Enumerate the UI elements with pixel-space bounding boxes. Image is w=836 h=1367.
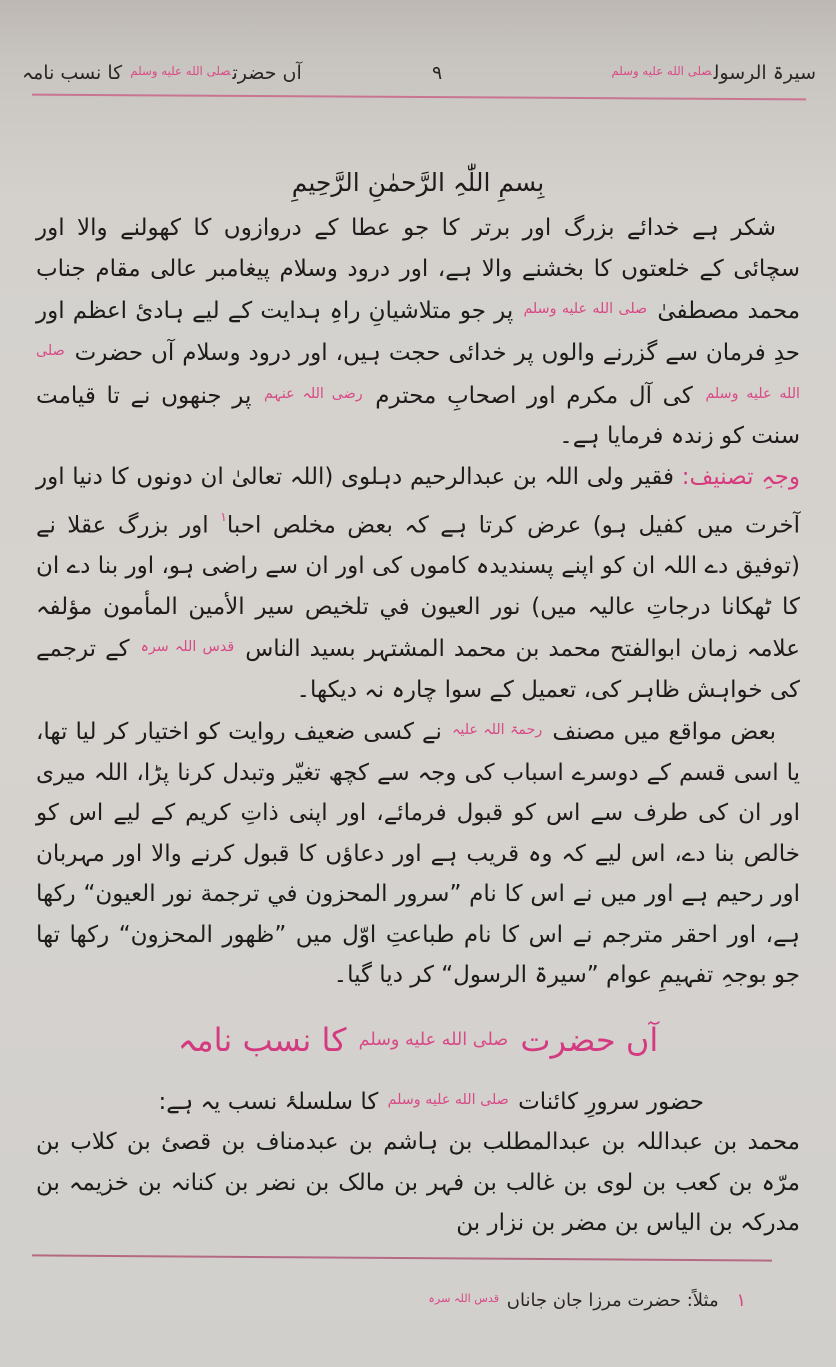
bismillah-heading: بِسمِ اللّٰہِ الرَّحمٰنِ الرَّحِیمِ: [291, 168, 545, 197]
section-heading-text: آں حضرت: [520, 1020, 659, 1059]
paragraph-praise: [36, 208, 800, 457]
text-span: کی آل مکرم اور اصحابِ محترم: [375, 382, 693, 409]
lineage-text: محمد بن عبداللہ بن عبدالمطلب بن ہاشم بن عبدمناف بن قصیٔ بن کلاب بن مرّہ بن کعب بن لوی بن غالب بن فہر بن مالک بن نضر بن کنانہ بن خزیمہ بن مدرکہ بن الیاس بن مضر بن نزار بن: [36, 1129, 800, 1237]
paragraph-translator-note: [36, 710, 800, 995]
honorific-glyph-icon: صلى الله عليه وسلم: [387, 1091, 509, 1108]
chapter-title-text: آں حضرت: [232, 62, 302, 84]
section-heading-lineage: [36, 1010, 800, 1070]
footnote-marker: ۱: [736, 1290, 746, 1311]
honorific-glyph-icon: صلى الله عليه وسلم: [36, 343, 801, 402]
book-title: [609, 62, 816, 84]
honorific-glyph-icon: قدس اللہ سرہ: [428, 1292, 500, 1306]
book-title-text: سیرۃ الرسول: [713, 62, 816, 84]
text-span: اور بزرگ عقلا نے (توفیق دے اللہ ان کو اپنے پسندیدہ کاموں کی اور ان سے راضی ہو، اور بنا دے ان کا ٹھکانا درجاتِ عالیہ میں) نور العیون في تلخیص سیر الأمین المأمون مؤلفہ علامہ زمان ابوالفتح محمد بن محمد المشتہر بسید الناس: [36, 512, 801, 663]
text-span: پر جنھوں نے تا قیامت سنت کو زندہ فرمایا ہے۔: [36, 382, 800, 450]
paragraph-reason-of-writing: [36, 457, 800, 710]
honorific-glyph-icon: صلى الله عليه وسلم: [611, 63, 712, 78]
text-span: نے کسی ضعیف روایت کو اختیار کر لیا تھا، یا اسی قسم کے دوسرے اسباب کی وجہ سے کچھ تغیّر وتبدل کرنا پڑا، اللہ میری اور ان کی طرف سے اس کو قبول فرمائے، اور اپنی ذاتِ کریم کے لیے اس کو خالص بنا دے، اس لیے کہ وہ قریب ہے اور دعاؤں کا قبول کرنے والا اور مہربان اور رحیم ہے اور میں نے اس کا نام ”سرور المحزون في ترجمة نور العیون“ رکھا ہے، اور احقر مترجم نے اس کا نام طباعتِ اوّل میں ”ظهور المحزون“ رکھا تھا جو بوجہِ تفہیمِ عوام ”سیرۃ الرسول“ کر دیا گیا۔: [36, 719, 800, 989]
footnote-divider: [32, 1254, 772, 1261]
text-span: بعض مواقع میں مصنف: [552, 719, 777, 746]
section-heading-text: کا نسب نامہ: [177, 1020, 347, 1059]
text-span: کے ترجمے کی خواہش ظاہر کی، تعمیل کے سوا چارہ نہ دیکھا۔: [36, 636, 800, 703]
footnote: [426, 1290, 746, 1311]
footnote-text: مثلاً: حضرت مرزا جان جاناں: [506, 1290, 719, 1311]
page-number: ۹: [432, 62, 443, 84]
lineage-intro: [36, 1080, 800, 1122]
honorific-glyph-icon: صلى الله عليه وسلم: [523, 301, 648, 317]
text-span: شکر ہے خدائے بزرگ اور برتر کا جو عطا کے دروازوں کا کھولنے والا اور سچائی کے خلعتوں کا بخشنے والا ہے، اور درود وسلام پیغامبر عالی مقام جناب محمد مصطفیٰ: [36, 215, 801, 324]
text-span: حضور سرورِ کائنات: [518, 1088, 704, 1115]
chapter-title-suffix: کا نسب نامہ: [22, 62, 123, 84]
text-span: کا سلسلۂ نسب یہ ہے:: [158, 1088, 379, 1115]
honorific-glyph-icon: صلى الله عليه وسلم: [130, 63, 231, 78]
text-span: پر جو متلاشیانِ راہِ ہدایت کے لیے ہادیٔ اعظم اور حدِ فرمان سے گزرنے والوں پر خدائی حجت ہیں، اور درود وسلام آں حضرت: [36, 297, 800, 367]
honorific-glyph-icon: رحمۃ اللہ علیہ: [452, 722, 543, 739]
footnote-reference[interactable]: ۱: [220, 509, 227, 525]
honorific-glyph-icon: قدس اللہ سرہ: [140, 639, 235, 656]
honorific-glyph-icon: رضی اللہ عنہم: [264, 385, 363, 402]
honorific-glyph-icon: صلى الله عليه وسلم: [358, 1029, 509, 1050]
main-text: [36, 160, 800, 1244]
section-label: وجہِ تصنیف:: [681, 463, 800, 490]
text-span: فقیر ولی اللہ بن عبدالرحیم دہلوی (اللہ تعالیٰ ان دونوں کا دنیا اور آخرت میں کفیل ہو) عرض کرتا ہے کہ بعض مخلص احبا: [36, 463, 801, 539]
chapter-title: [22, 62, 302, 84]
